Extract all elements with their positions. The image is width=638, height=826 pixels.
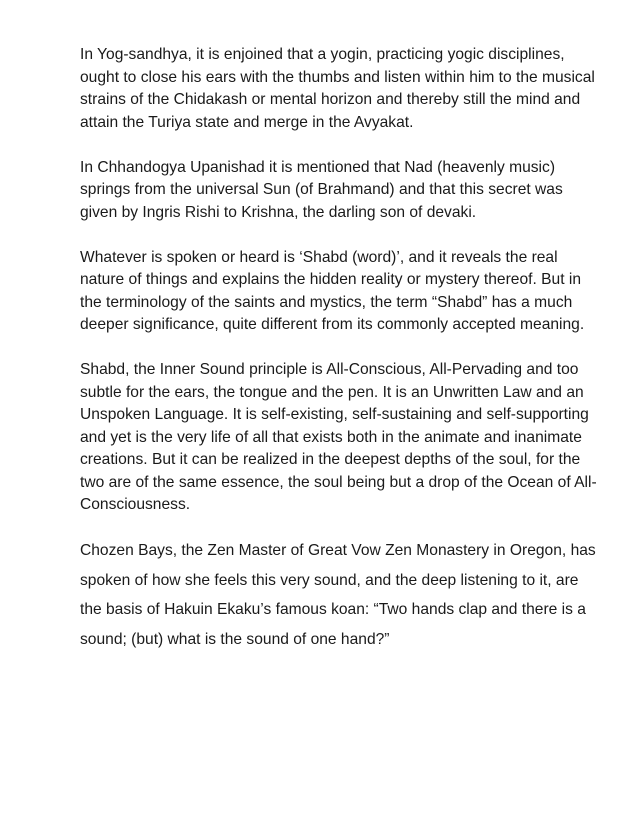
- paragraph-inner-sound-principle: Shabd, the Inner Sound principle is All-Conscious, All-Pervading and too subtle for the ears, the tongue and the pen. It is an Unwritten Law and an Unspoken Language. It is self-existing, self-sustaining and self-supporting and yet is the very life of all that exists both in the animate and inanimate creations. But it can be realized in the deepest depths of the soul, for the two are of the same essence, the soul being but a drop of the Ocean of All-Consciousness.: [80, 361, 597, 513]
- paragraph-chhandogya-upanishad: In Chhandogya Upanishad it is mentioned that Nad (heavenly music) springs from the universal Sun (of Brahmand) and that this secret was given by Ingris Rishi to Krishna, the darling son of devaki.: [80, 158, 563, 221]
- body-text: [80, 44, 600, 677]
- paragraph-zen-koan: Chozen Bays, the Zen Master of Great Vow Zen Monastery in Oregon, has spoken of how she feels this very sound, and the deep listening to it, are the basis of Hakuin Ekaku’s famous koan: “Two hands clap and there is a sound; (but) what is the sound of one hand?”: [80, 542, 596, 648]
- paragraph-shabd-meaning: Whatever is spoken or heard is ‘Shabd (word)’, and it reveals the real nature of things and explains the hidden reality or mystery thereof. But in the terminology of the saints and mystics, the term “Shabd” has a much deeper significance, quite different from its commonly accepted meaning.: [80, 248, 585, 333]
- paragraph-yog-sandhya: In Yog-sandhya, it is enjoined that a yogin, practicing yogic disciplines, ought to close his ears with the thumbs and listen within him to the musical strains of the Chidakash or mental horizon and thereby still the mind and attain the Turiya state and merge in the Avyakat.: [80, 46, 595, 131]
